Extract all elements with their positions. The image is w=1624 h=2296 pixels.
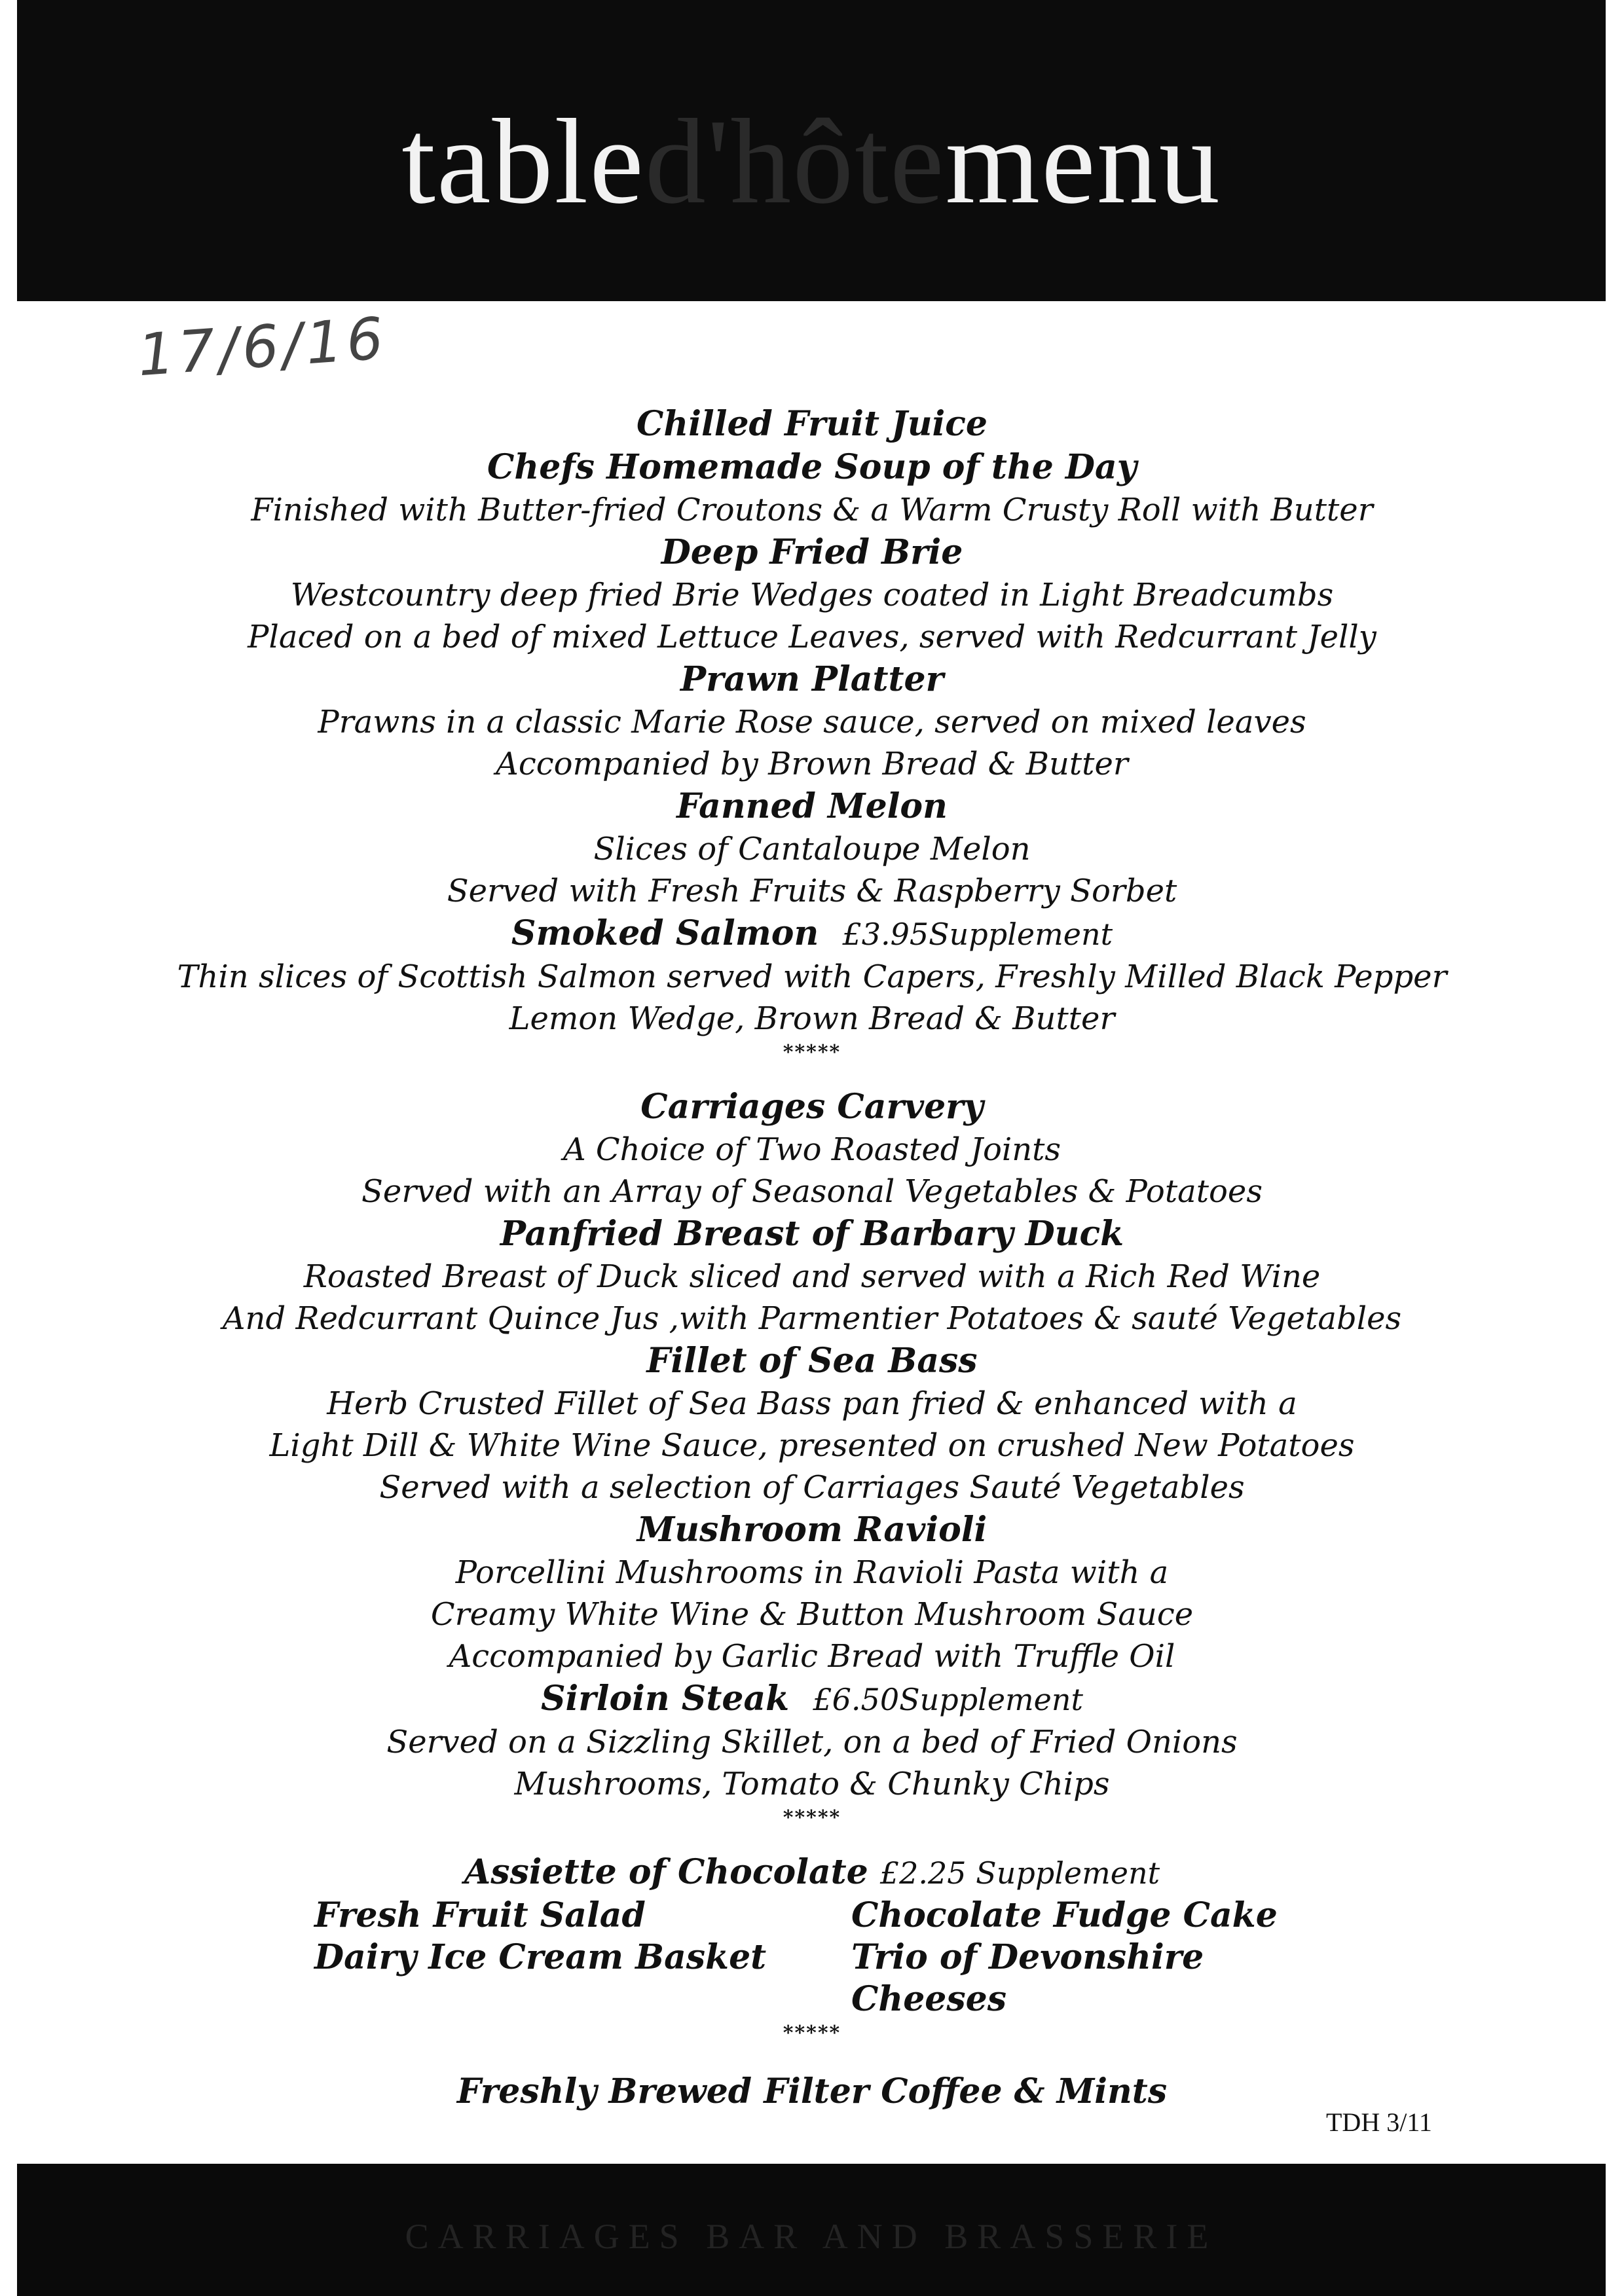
item-description: Placed on a bed of mixed Lettuce Leaves, served with Redcurrant Jelly [248, 619, 1376, 655]
item-description: A Choice of Two Roasted Joints [563, 1131, 1061, 1168]
item-name: Mushroom Ravioli [637, 1510, 987, 1550]
item-supplement: £3.95Supplement [842, 917, 1113, 952]
menu-item [79, 658, 1545, 785]
item-description: Served with Fresh Fruits & Raspberry Sorbet [447, 873, 1177, 909]
dessert-item: Dairy Ice Cream Basket [314, 1937, 767, 1977]
item-name: Fanned Melon [676, 786, 948, 826]
menu-item [79, 1085, 1545, 1212]
menu-code: TDH 3/11 [1326, 2107, 1432, 2137]
handwritten-date: 17/6/16 [135, 304, 390, 390]
section-separator: ***** [783, 1041, 841, 1064]
item-description: Accompanied by Garlic Bread with Truffle Oil [449, 1638, 1175, 1675]
menu-item [79, 1508, 1545, 1677]
menu-item [79, 1677, 1545, 1805]
item-name: Fillet of Sea Bass [646, 1341, 978, 1381]
footer-banner [17, 2164, 1606, 2296]
item-description: Creamy White Wine & Button Mushroom Sauce [430, 1596, 1194, 1633]
item-description: And Redcurrant Quince Jus ,with Parmentier Potatoes & sauté Vegetables [222, 1300, 1402, 1337]
header-banner [17, 0, 1606, 301]
item-name: Panfried Breast of Barbary Duck [500, 1214, 1124, 1254]
item-description: Thin slices of Scottish Salmon served with Capers, Freshly Milled Black Pepper [177, 958, 1447, 995]
item-description: Westcountry deep fried Brie Wedges coated in Light Breadcumbs [290, 577, 1334, 613]
item-description: Mushrooms, Tomato & Chunky Chips [514, 1766, 1110, 1802]
dessert-item: Chocolate Fudge Cake [851, 1895, 1278, 1935]
title-faded: d'hôte [644, 94, 946, 229]
item-description: Served on a Sizzling Skillet, on a bed of Fried Onions [386, 1724, 1238, 1760]
section-separator: ***** [783, 1806, 841, 1829]
dessert-supplement: £2.25 Supplement [879, 1855, 1160, 1891]
menu-item [79, 785, 1545, 912]
item-name-row [79, 912, 1545, 956]
item-description: Light Dill & White Wine Sauce, presented on crushed New Potatoes [269, 1427, 1355, 1464]
item-name-row [79, 1677, 1545, 1721]
title-left: table [401, 94, 645, 229]
dessert-feature: Assiette of Chocolate [464, 1852, 868, 1892]
menu-item [79, 403, 1545, 446]
item-supplement: £6.50Supplement [813, 1682, 1083, 1717]
item-description: Herb Crusted Fillet of Sea Bass pan fried & enhanced with a [327, 1385, 1297, 1422]
title-right: menu [945, 94, 1221, 229]
item-name: Sirloin Steak [540, 1679, 790, 1719]
item-name: Deep Fried Brie [661, 532, 963, 572]
item-description: Slices of Cantaloupe Melon [593, 831, 1031, 867]
menu-title [17, 92, 1606, 232]
menu-body [79, 403, 1545, 2123]
item-name: Chefs Homemade Soup of the Day [487, 447, 1137, 487]
item-name: Carriages Carvery [640, 1087, 984, 1127]
menu-item [79, 446, 1545, 531]
item-description: Roasted Breast of Duck sliced and served with a Rich Red Wine [303, 1258, 1321, 1295]
item-description: Prawns in a classic Marie Rose sauce, served on mixed leaves [318, 704, 1306, 740]
menu-item [79, 1339, 1545, 1508]
item-name: Smoked Salmon [511, 913, 819, 953]
footer-brand: CARRIAGES BAR AND BRASSERIE [405, 2217, 1218, 2256]
menu-item [79, 1212, 1545, 1339]
item-description: Lemon Wedge, Brown Bread & Butter [509, 1000, 1115, 1037]
item-description: Served with an Array of Seasonal Vegetables & Potatoes [361, 1173, 1263, 1210]
dessert-feature-row [79, 1851, 1545, 1895]
item-description: Finished with Butter-fried Croutons & a Warm Crusty Roll with Butter [251, 492, 1373, 528]
item-name: Chilled Fruit Juice [637, 404, 987, 444]
dessert-item: Trio of Devonshire Cheeses [851, 1937, 1204, 2019]
item-name: Prawn Platter [680, 659, 944, 699]
dessert-item: Fresh Fruit Salad [314, 1895, 646, 1935]
item-description: Served with a selection of Carriages Sauté Vegetables [379, 1469, 1245, 1506]
dessert-list [314, 1895, 1310, 2020]
menu-item [79, 912, 1545, 1040]
menu-item [79, 531, 1545, 658]
item-description: Porcellini Mushrooms in Ravioli Pasta with a [455, 1554, 1169, 1591]
coffee-line: Freshly Brewed Filter Coffee & Mints [456, 2071, 1168, 2111]
item-description: Accompanied by Brown Bread & Butter [496, 746, 1128, 782]
section-separator: ***** [783, 2022, 841, 2045]
